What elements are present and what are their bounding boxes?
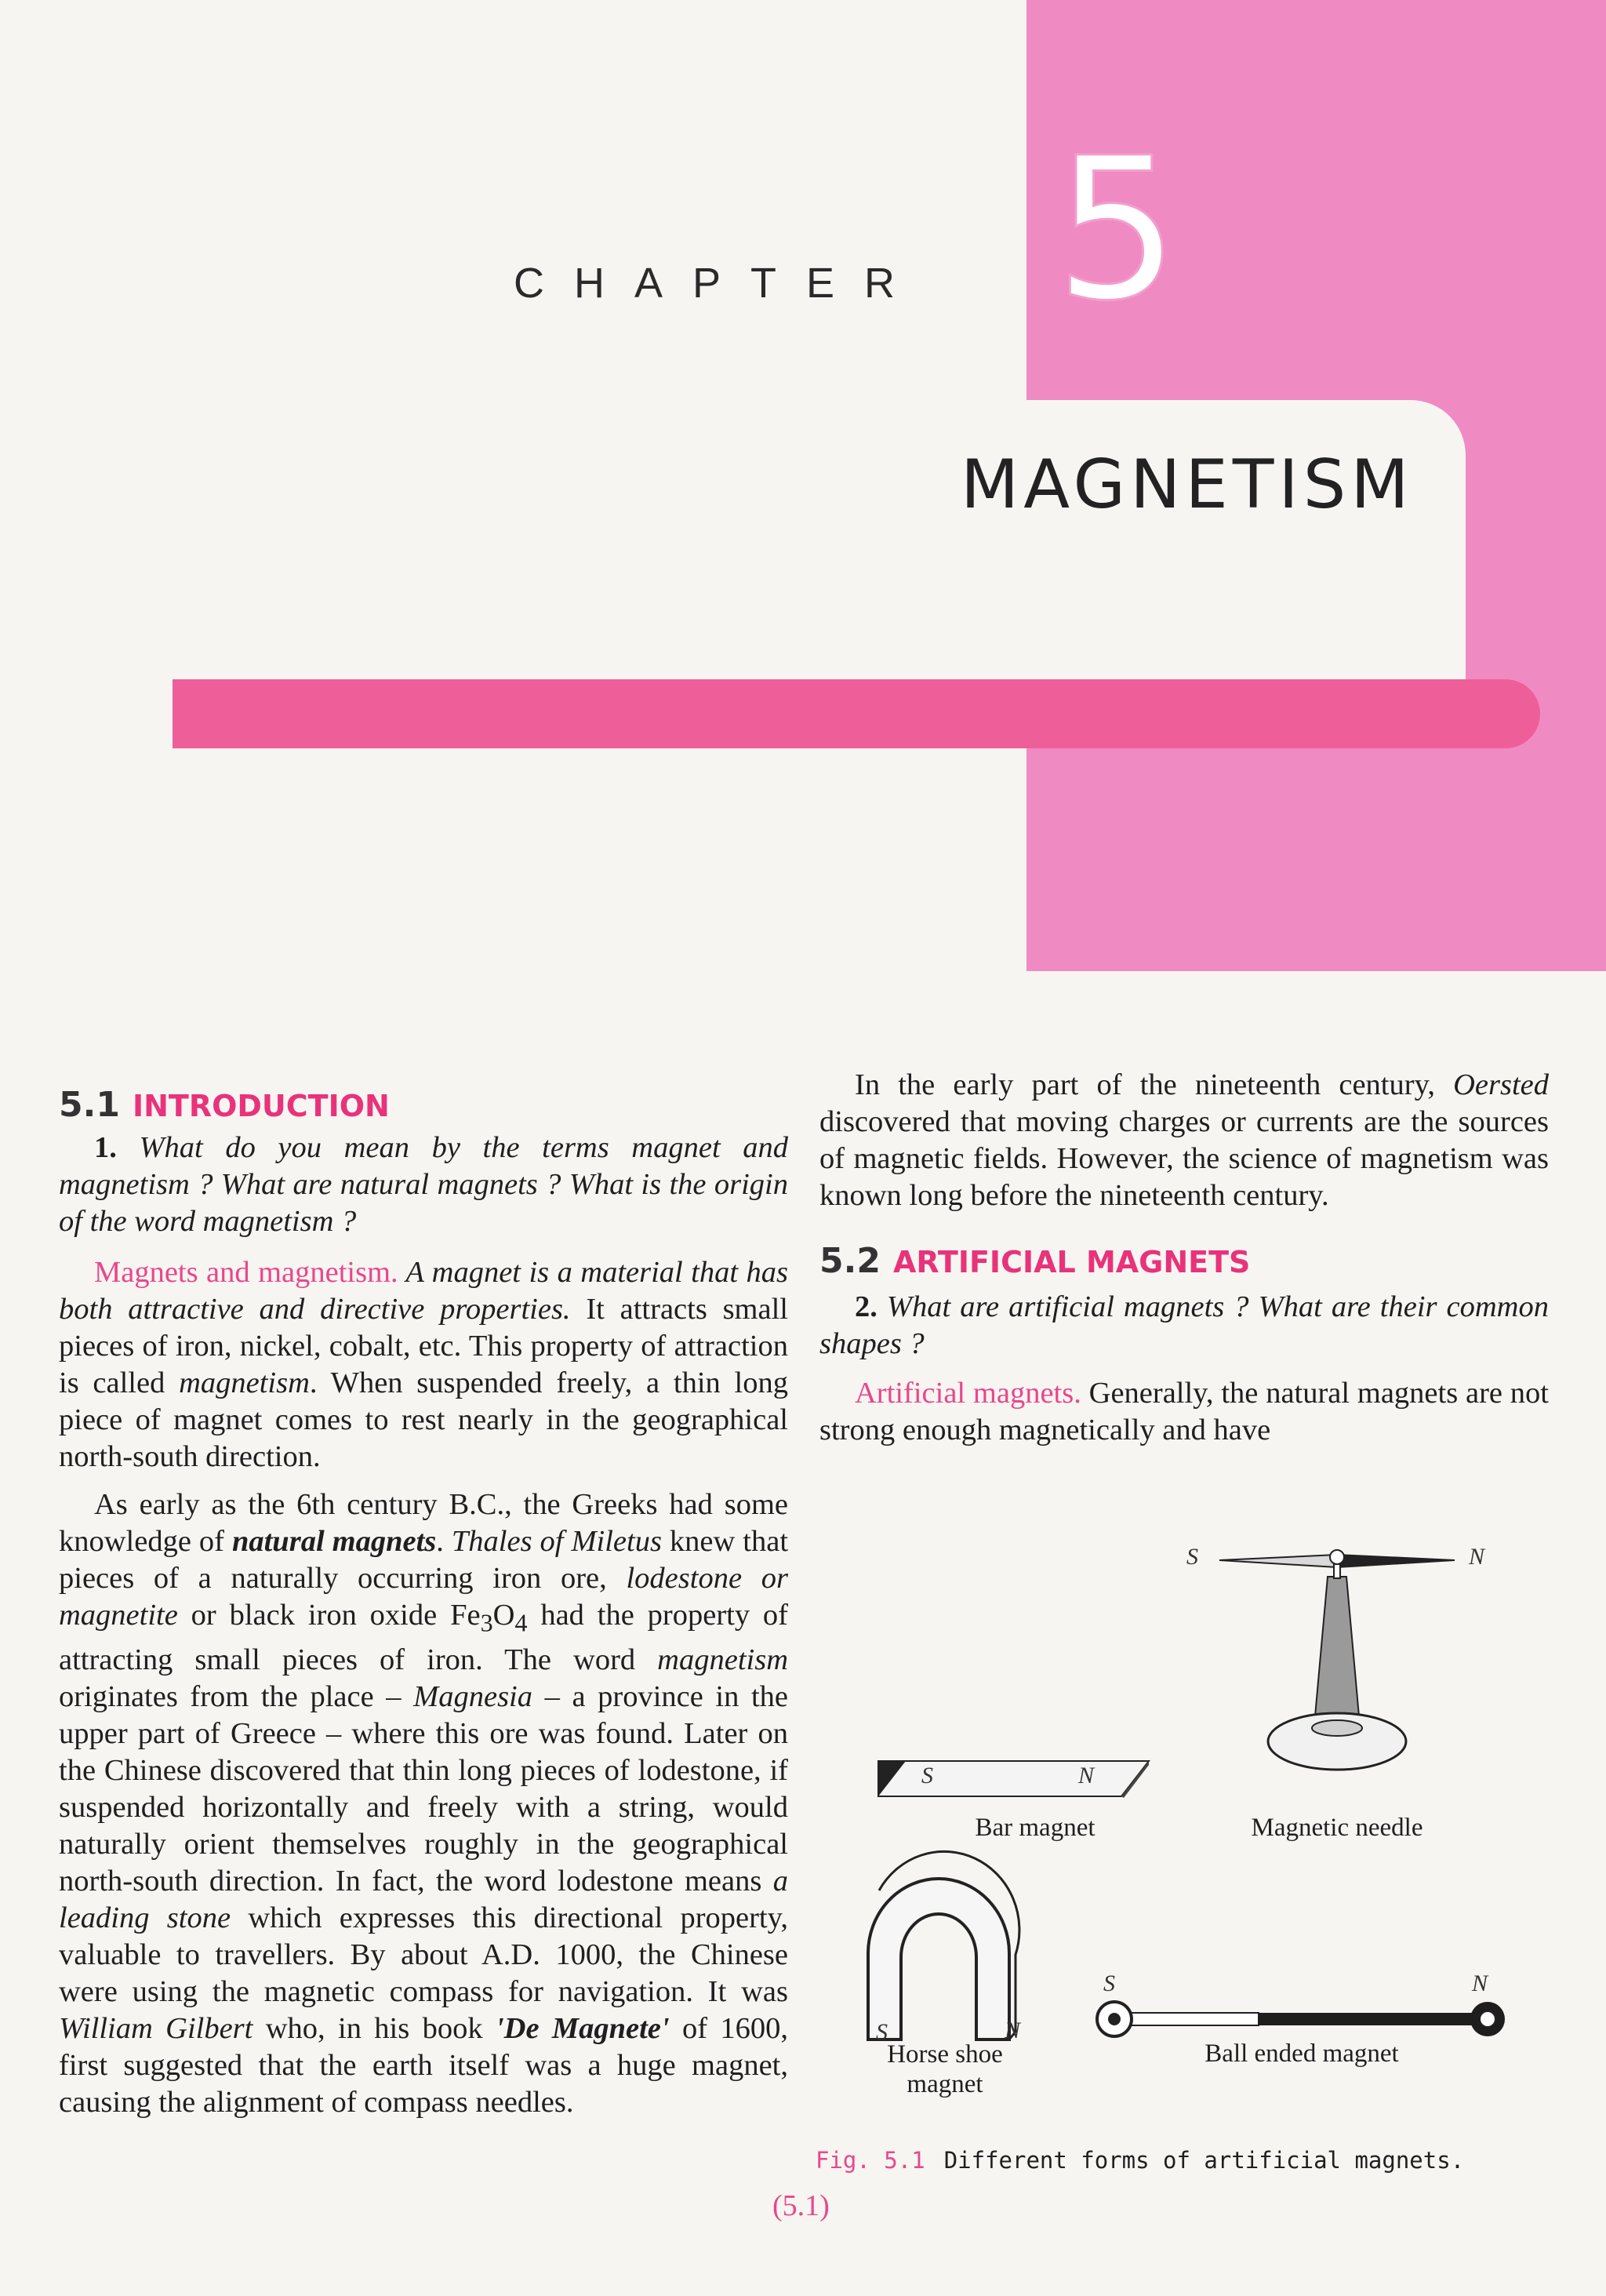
right-column [819, 1067, 1549, 1449]
bar-south-label: S [921, 1763, 933, 1788]
text-run: had the property of attracting small pieces of iron. The word [59, 1599, 789, 1676]
magnetic-needle-label: Magnetic needle [1251, 1814, 1423, 1842]
text-run: Generally, the natural magnets are not strong enough magnetically and have [819, 1377, 1550, 1446]
term-magnetism: magnetism [657, 1643, 788, 1676]
paragraph-artificial [819, 1375, 1549, 1449]
text-run: or black iron oxide Fe [177, 1599, 481, 1632]
section-heading-artificial [819, 1235, 1549, 1286]
text-run: O [492, 1599, 515, 1632]
question-number: 1. [94, 1131, 117, 1164]
book-title: 'De Magnete' [495, 2011, 670, 2045]
needle-south-label: S [1186, 1544, 1198, 1570]
horseshoe-label-line-1: Horse shoe [887, 2040, 1003, 2069]
text-run: As early as the 6th century B.C., the Greeks had some knowledge of [59, 1488, 788, 1558]
caption-text: Different forms of artificial magnets. [943, 2147, 1465, 2174]
needle-north-label: N [1469, 1544, 1485, 1570]
text-run: . When suspended freely, a thin long piece of magnet comes to rest nearly in the geographical north-south direction. [59, 1366, 788, 1473]
subscript: 3 [480, 1608, 493, 1637]
section-title: INTRODUCTION [132, 1089, 390, 1123]
question-2 [819, 1289, 1549, 1363]
section-number: 5.1 [59, 1085, 120, 1125]
figure-caption [816, 2147, 1464, 2174]
text-run: – a province in the upper part of Greece – where this ore was found. Later on the Chinese discovered that thin long pieces of lodestone, if suspended horizontally and freely with a string, would naturally orient themselves roughly in the geographical north-south direction. In fact, the word lodestone means [59, 1679, 789, 1898]
question-1 [59, 1130, 788, 1240]
section-title: ARTIFICIAL MAGNETS [892, 1245, 1251, 1279]
horseshoe-south-label: S [876, 2019, 888, 2045]
paragraph-lead: Artificial magnets. [855, 1377, 1081, 1410]
bar-north-label: N [1078, 1763, 1095, 1788]
section-number: 5.2 [819, 1241, 881, 1281]
magnet-drawings [819, 1522, 1557, 2118]
term-lodestone: lodestone or magnetite [59, 1562, 788, 1632]
bar-magnet-label: Bar magnet [975, 1814, 1095, 1842]
text-run: knew that pieces of a naturally occurring iron ore, [59, 1525, 789, 1595]
term-leading-stone: a leading stone [59, 1864, 788, 1934]
chapter-label: CHAPTER [514, 260, 925, 307]
chapter-title: MAGNETISM [961, 446, 1414, 524]
name-oersted: Oersted [1453, 1068, 1549, 1101]
figure-artificial-magnets [819, 1522, 1557, 2118]
magnet-definition: A magnet is a material that has both attractive and directive properties. [59, 1256, 788, 1326]
bar-magnet-drawing [878, 1761, 1149, 1798]
text-run: discovered that moving charges or currents are the sources of magnetic fields. However, the science of magnetism was known long before the nineteenth century. [819, 1105, 1549, 1212]
term-natural-magnets: natural magnets [231, 1525, 437, 1558]
text-run: originates from the place – [59, 1679, 414, 1713]
text-run: who, in his book [253, 2011, 496, 2045]
panel-notch [1026, 400, 1466, 690]
question-text: What are artificial magnets ? What are their common shapes ? [819, 1290, 1549, 1360]
paragraph-history [59, 1486, 788, 2121]
question-text: What do you mean by the terms magnet and magnetism ? What are natural magnets ? What is the origin of the word magnetism ? [59, 1131, 788, 1238]
title-divider-bar [173, 679, 1540, 748]
ball-ended-magnet-label: Ball ended magnet [1204, 2039, 1399, 2068]
horseshoe-label-line-2: magnet [907, 2070, 983, 2098]
name-gilbert: William Gilbert [59, 2011, 253, 2045]
subscript: 4 [514, 1608, 528, 1637]
ball-south-label: S [1103, 1970, 1115, 1996]
text-run: In the early part of the nineteenth century, [855, 1068, 1454, 1101]
place-magnesia: Magnesia [413, 1679, 532, 1713]
text-run: It attracts small pieces of iron, nickel, cobalt, etc. This property of attraction is called [59, 1293, 788, 1399]
text-run: which expresses this directional property, valuable to travellers. By about A.D. 1000, the Chinese were using the magnetic compass for navigation. It was [59, 1901, 789, 2008]
figure-number: Fig. 5.1 [816, 2147, 925, 2174]
name-thales: Thales of Miletus [451, 1525, 662, 1558]
text-run: . [436, 1525, 452, 1558]
chapter-number: 5 [1055, 115, 1180, 344]
horseshoe-north-label: N [1005, 2018, 1021, 2043]
paragraph-oersted [819, 1067, 1549, 1214]
paragraph-magnets [59, 1254, 788, 1475]
page-number: (5.1) [772, 2189, 830, 2222]
magnetic-needle-drawing [1219, 1550, 1455, 1770]
horseshoe-magnet-drawing [868, 1851, 1019, 2039]
ball-north-label: N [1472, 1970, 1488, 1996]
section-heading-intro [59, 1079, 788, 1130]
question-number: 2. [855, 1290, 877, 1323]
left-column [59, 1079, 788, 2121]
horseshoe-magnet-label [867, 2039, 1023, 2099]
paragraph-lead: Magnets and magnetism. [94, 1256, 398, 1289]
term-magnetism: magnetism [179, 1366, 310, 1399]
text-run: of 1600, first suggested that the earth itself was a huge magnet, causing the alignment of compass needles. [59, 2011, 788, 2119]
ball-ended-magnet-drawing [1097, 2002, 1505, 2036]
